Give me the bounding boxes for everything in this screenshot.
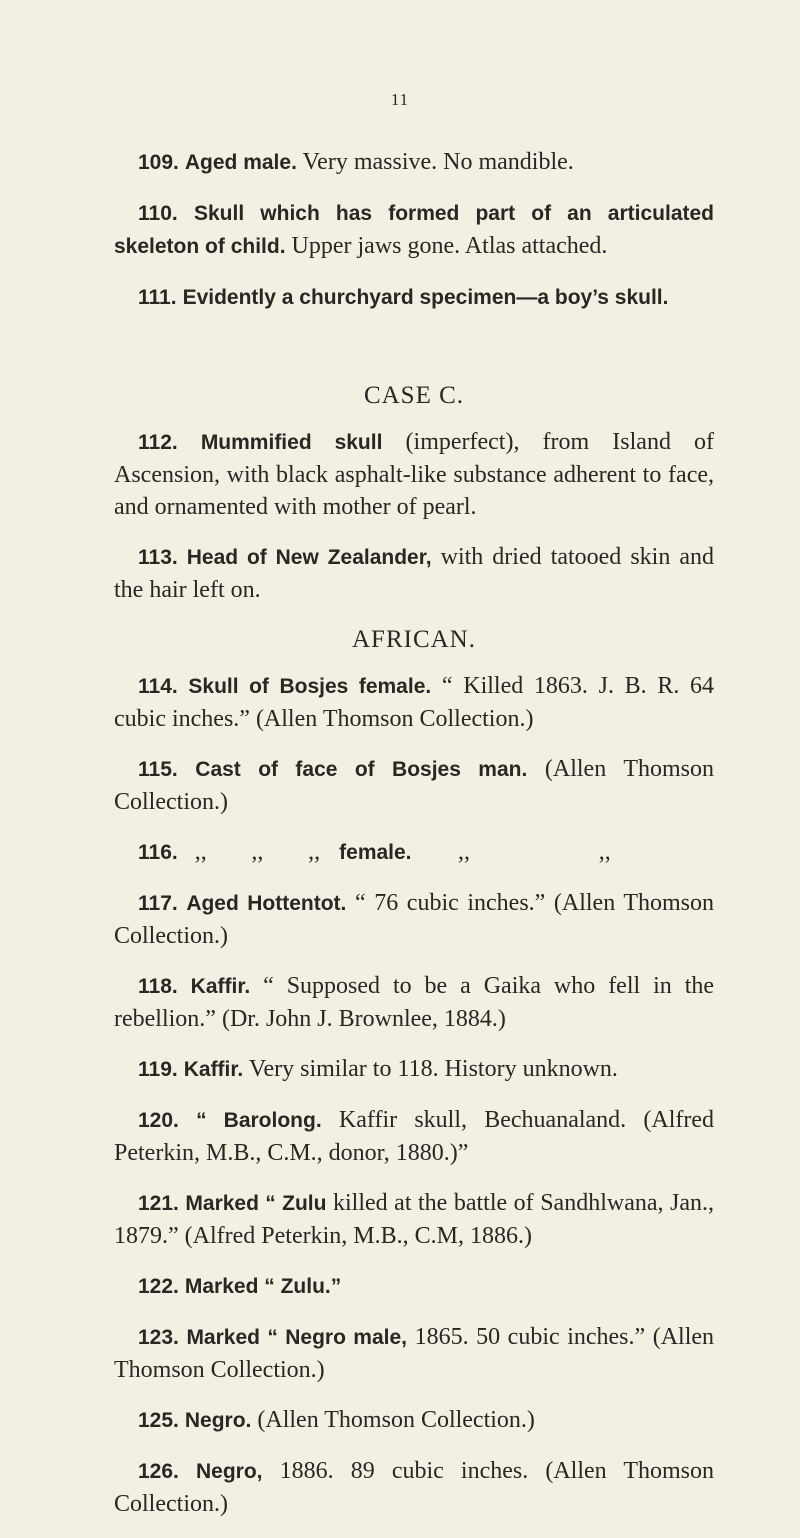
entry-lead: Kaffir. xyxy=(183,1058,244,1081)
page-body xyxy=(114,146,714,1538)
entry-number: 120. xyxy=(138,1109,179,1132)
case-entries xyxy=(114,426,714,606)
ditto-mark: ,, xyxy=(308,839,321,865)
entries-top xyxy=(114,146,714,314)
entry-122 xyxy=(114,1270,714,1303)
entry-text: “ 76 cubic inches.” (Allen Thomson Collection.) xyxy=(114,890,715,949)
entry-112 xyxy=(114,426,714,523)
page-number: 11 xyxy=(390,90,410,109)
entry-lead: Marked “ Zulu xyxy=(185,1192,327,1215)
case-heading: CASE C. xyxy=(363,382,465,409)
entry-123 xyxy=(114,1321,714,1386)
entry-lead: Cast of face of Bosjes man. xyxy=(195,758,528,781)
entry-109 xyxy=(114,146,714,179)
entry-number: 112. xyxy=(138,431,178,454)
entry-111 xyxy=(114,281,714,314)
entry-number: 114. xyxy=(138,675,178,698)
entry-text: “ Killed 1863. J. B. R. 64 cubic inches.” (Allen Thomson Collection.) xyxy=(114,673,715,732)
entry-text: killed at the battle of Sandhlwana, Jan., 1879.” (Alfred Peterkin, M.B., C.M, 1886.) xyxy=(114,1190,715,1249)
entry-text: Very similar to 118. History unknown. xyxy=(248,1056,618,1082)
entry-text: with dried tatooed skin and the hair left on. xyxy=(114,544,715,603)
entry-lead: Kaffir. xyxy=(190,975,251,998)
entry-text: “ Supposed to be a Gaika who fell in the rebellion.” (Dr. John J. Brownlee, 1884.) xyxy=(114,973,715,1032)
entry-number: 125. xyxy=(138,1409,179,1432)
entry-117 xyxy=(114,887,714,952)
african-entries-a xyxy=(114,670,714,818)
african-entries-b xyxy=(114,887,714,1520)
entry-lead: Marked “ Negro male, xyxy=(186,1326,407,1349)
entry-number: 119. xyxy=(138,1058,178,1081)
entry-number: 115. xyxy=(138,758,178,781)
entry-number: 121. xyxy=(138,1192,179,1215)
entry-text: Upper jaws gone. Atlas attached. xyxy=(291,233,608,259)
entry-number: 113. xyxy=(138,546,178,569)
ditto-mark: ,, xyxy=(598,839,611,865)
entry-lead: Head of New Zealander, xyxy=(186,546,432,569)
entry-121 xyxy=(114,1187,714,1252)
entry-text: 1865. 50 cubic inches.” (Allen Thomson Collection.) xyxy=(114,1324,715,1383)
entry-text: Very massive. No mandible. xyxy=(302,149,574,175)
african-heading: AFRICAN. xyxy=(352,626,476,653)
entry-number: 116. xyxy=(138,841,178,864)
entry-number: 118. xyxy=(138,975,178,998)
entry-text: (imperfect), from Island of Ascension, with black asphalt-like substance adherent to face, and ornamented with mother of pearl. xyxy=(114,429,715,520)
entry-lead: Aged male. xyxy=(184,151,297,174)
entry-number: 122. xyxy=(138,1275,179,1298)
entry-126 xyxy=(114,1455,714,1520)
ditto-mark: ,, xyxy=(251,839,264,865)
entry-number: 109. xyxy=(138,151,179,174)
entry-lead: Skull which has formed part of an articulated skeleton of child. xyxy=(114,202,714,258)
entry-lead: Marked “ Zulu.” xyxy=(184,1275,342,1298)
entry-number: 126. xyxy=(138,1460,179,1483)
entry-120 xyxy=(114,1104,714,1169)
entry-lead: Evidently a churchyard specimen—a boy’s skull. xyxy=(182,286,669,309)
entry-number: 117. xyxy=(138,892,178,915)
entry-lead: Aged Hottentot. xyxy=(186,892,347,915)
entry-119 xyxy=(114,1053,714,1086)
entry-number: 110. xyxy=(138,202,178,225)
entry-lead: “ Barolong. xyxy=(196,1109,322,1132)
entry-text: (Allen Thomson Collection.) xyxy=(114,756,714,815)
entry-lead: Mummified skull xyxy=(200,431,383,454)
entry-number: 123. xyxy=(138,1326,179,1349)
entry-lead: Negro, xyxy=(195,1460,263,1483)
entry-lead: Skull of Bosjes female. xyxy=(188,675,432,698)
entry-lead: Negro. xyxy=(184,1409,252,1432)
entry-text: Kaffir skull, Bechuanaland. (Alfred Peterkin, M.B., C.M., donor, 1880.)” xyxy=(114,1107,715,1166)
entry-114 xyxy=(114,670,714,735)
entry-number: 111. xyxy=(138,286,177,309)
ditto-mark: ,, xyxy=(194,839,207,865)
entry-lead: female. xyxy=(339,841,412,864)
entry-text: (Allen Thomson Collection.) xyxy=(257,1407,535,1433)
entry-text: 1886. 89 cubic inches. (Allen Thomson Collection.) xyxy=(114,1458,714,1517)
entry-118 xyxy=(114,970,714,1035)
entry-125 xyxy=(114,1404,714,1437)
entry-116 xyxy=(114,836,714,869)
entry-113 xyxy=(114,541,714,606)
ditto-mark: ,, xyxy=(458,839,470,865)
entry-115 xyxy=(114,753,714,818)
entry-110 xyxy=(114,197,714,263)
